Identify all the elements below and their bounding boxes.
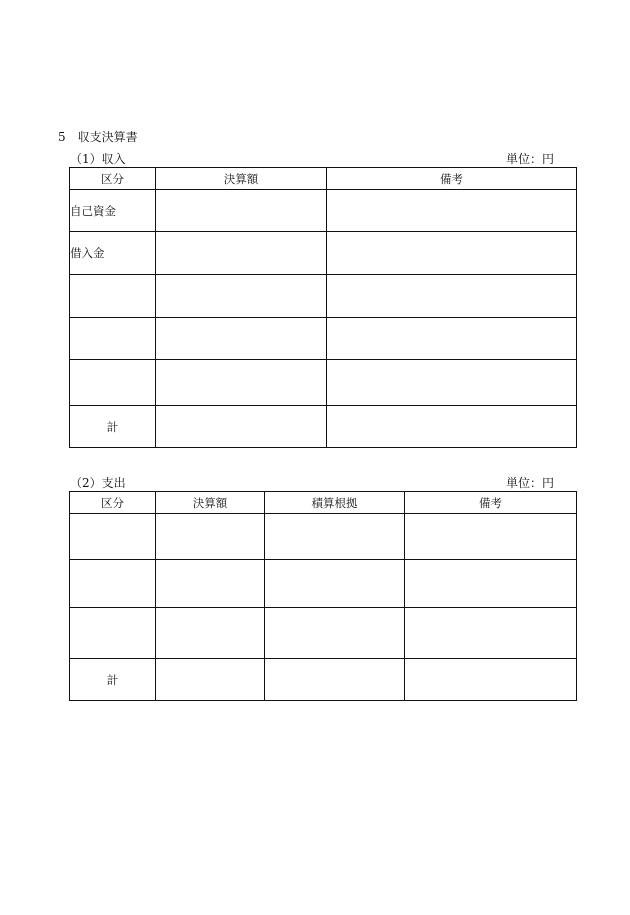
expense-row bbox=[70, 608, 577, 659]
income-total-row bbox=[70, 406, 577, 448]
expense-row-category[interactable] bbox=[70, 608, 156, 659]
expense-row-amount-cell[interactable] bbox=[156, 608, 265, 659]
expense-row-category[interactable] bbox=[70, 560, 156, 608]
expense-header-amount: 決算額 bbox=[156, 492, 265, 514]
expense-total-note-cell[interactable] bbox=[405, 659, 577, 701]
expense-row-basis-cell[interactable] bbox=[265, 514, 405, 560]
expense-row-category[interactable] bbox=[70, 514, 156, 560]
expense-row-note-cell[interactable] bbox=[405, 608, 577, 659]
expense-row-note-cell[interactable] bbox=[405, 560, 577, 608]
income-row-amount-cell[interactable] bbox=[156, 190, 327, 232]
income-row-note-cell[interactable] bbox=[327, 190, 577, 232]
expense-row-basis-cell[interactable] bbox=[265, 560, 405, 608]
income-row bbox=[70, 232, 577, 275]
income-row-amount-cell[interactable] bbox=[156, 232, 327, 275]
section-title: 5 収支決算書 bbox=[58, 130, 138, 144]
income-header-amount: 決算額 bbox=[156, 168, 327, 190]
income-row-category: 借入金 bbox=[70, 232, 156, 275]
expense-total-label: 計 bbox=[70, 659, 156, 701]
income-total-note-cell[interactable] bbox=[327, 406, 577, 448]
income-total-amount-cell[interactable] bbox=[156, 406, 327, 448]
expense-row bbox=[70, 514, 577, 560]
income-total-label: 計 bbox=[70, 406, 156, 448]
income-row-amount-cell[interactable] bbox=[156, 360, 327, 406]
income-row bbox=[70, 318, 577, 360]
expense-total-row bbox=[70, 659, 577, 701]
income-row-category[interactable] bbox=[70, 360, 156, 406]
income-row-note-cell[interactable] bbox=[327, 318, 577, 360]
expense-total-basis-cell[interactable] bbox=[265, 659, 405, 701]
expense-header-category: 区分 bbox=[70, 492, 156, 514]
expense-header-row bbox=[70, 492, 577, 514]
income-row-note-cell[interactable] bbox=[327, 232, 577, 275]
income-unit-label: 単位：円 bbox=[505, 152, 554, 166]
income-row-amount-cell[interactable] bbox=[156, 275, 327, 318]
income-row-category[interactable] bbox=[70, 318, 156, 360]
income-row-note-cell[interactable] bbox=[327, 275, 577, 318]
expense-row bbox=[70, 560, 577, 608]
income-row-note-cell[interactable] bbox=[327, 360, 577, 406]
income-header-category: 区分 bbox=[70, 168, 156, 190]
expense-row-amount-cell[interactable] bbox=[156, 514, 265, 560]
expense-title: （2）支出 bbox=[70, 476, 126, 490]
income-row-amount-cell[interactable] bbox=[156, 318, 327, 360]
expense-row-amount-cell[interactable] bbox=[156, 560, 265, 608]
expense-table bbox=[69, 491, 577, 701]
expense-total-amount-cell[interactable] bbox=[156, 659, 265, 701]
expense-row-note-cell[interactable] bbox=[405, 514, 577, 560]
income-table bbox=[69, 167, 577, 448]
expense-header-note: 備考 bbox=[405, 492, 577, 514]
expense-row-basis-cell[interactable] bbox=[265, 608, 405, 659]
income-header-note: 備考 bbox=[327, 168, 577, 190]
income-title: （1）収入 bbox=[70, 152, 126, 166]
expense-unit-label: 単位：円 bbox=[505, 476, 554, 490]
income-row bbox=[70, 360, 577, 406]
income-row bbox=[70, 190, 577, 232]
income-header-row bbox=[70, 168, 577, 190]
expense-header-basis: 積算根拠 bbox=[265, 492, 405, 514]
income-row-category[interactable] bbox=[70, 275, 156, 318]
income-row-category: 自己資金 bbox=[70, 190, 156, 232]
income-row bbox=[70, 275, 577, 318]
